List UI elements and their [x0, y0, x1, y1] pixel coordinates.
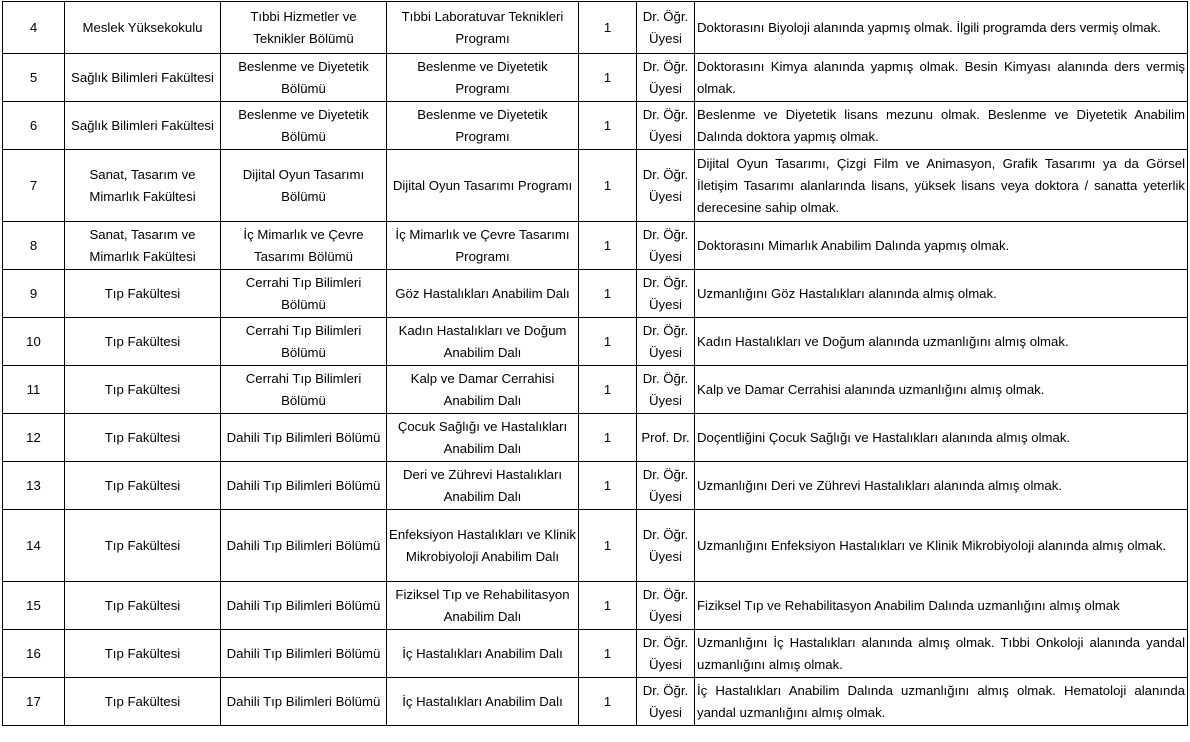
table-row	[3, 630, 1188, 678]
count-cell: 1	[579, 582, 637, 630]
requirement-cell: Kadın Hastalıkları ve Doğum alanında uzmanlığını almış olmak.	[695, 318, 1188, 366]
count-cell: 1	[579, 414, 637, 462]
faculty-cell: Sağlık Bilimleri Fakültesi	[65, 102, 221, 150]
faculty-cell: Tıp Fakültesi	[65, 510, 221, 582]
row-number: 4	[3, 2, 65, 54]
title-cell: Dr. Öğr. Üyesi	[637, 150, 695, 222]
program-cell: Çocuk Sağlığı ve Hastalıkları Anabilim Dalı	[387, 414, 579, 462]
department-cell: Beslenme ve Diyetetik Bölümü	[221, 102, 387, 150]
title-cell: Dr. Öğr. Üyesi	[637, 678, 695, 726]
table-row	[3, 150, 1188, 222]
count-cell: 1	[579, 678, 637, 726]
department-cell: Cerrahi Tıp Bilimleri Bölümü	[221, 366, 387, 414]
count-cell: 1	[579, 54, 637, 102]
program-cell: İç Hastalıkları Anabilim Dalı	[387, 678, 579, 726]
program-cell: Beslenme ve Diyetetik Programı	[387, 102, 579, 150]
row-number: 17	[3, 678, 65, 726]
department-cell: Dahili Tıp Bilimleri Bölümü	[221, 414, 387, 462]
table-row	[3, 366, 1188, 414]
requirement-cell: Beslenme ve Diyetetik lisans mezunu olmak. Beslenme ve Diyetetik Anabilim Dalında doktora yapmış olmak.	[695, 102, 1188, 150]
requirement-cell: Doçentliğini Çocuk Sağlığı ve Hastalıkları alanında almış olmak.	[695, 414, 1188, 462]
title-cell: Dr. Öğr. Üyesi	[637, 366, 695, 414]
program-cell: Dijital Oyun Tasarımı Programı	[387, 150, 579, 222]
faculty-cell: Sağlık Bilimleri Fakültesi	[65, 54, 221, 102]
title-cell: Dr. Öğr. Üyesi	[637, 270, 695, 318]
row-number: 5	[3, 54, 65, 102]
positions-table	[2, 1, 1188, 726]
requirement-cell: Doktorasını Mimarlık Anabilim Dalında yapmış olmak.	[695, 222, 1188, 270]
program-cell: İç Mimarlık ve Çevre Tasarımı Programı	[387, 222, 579, 270]
department-cell: Dahili Tıp Bilimleri Bölümü	[221, 462, 387, 510]
count-cell: 1	[579, 630, 637, 678]
program-cell: Kalp ve Damar Cerrahisi Anabilim Dalı	[387, 366, 579, 414]
row-number: 15	[3, 582, 65, 630]
program-cell: Göz Hastalıkları Anabilim Dalı	[387, 270, 579, 318]
faculty-cell: Meslek Yüksekokulu	[65, 2, 221, 54]
table-row	[3, 414, 1188, 462]
table-row	[3, 582, 1188, 630]
faculty-cell: Tıp Fakültesi	[65, 678, 221, 726]
program-cell: İç Hastalıkları Anabilim Dalı	[387, 630, 579, 678]
faculty-cell: Tıp Fakültesi	[65, 630, 221, 678]
faculty-cell: Tıp Fakültesi	[65, 582, 221, 630]
requirement-cell: Uzmanlığını Göz Hastalıkları alanında almış olmak.	[695, 270, 1188, 318]
department-cell: Dahili Tıp Bilimleri Bölümü	[221, 678, 387, 726]
row-number: 13	[3, 462, 65, 510]
program-cell: Enfeksiyon Hastalıkları ve Klinik Mikrobiyoloji Anabilim Dalı	[387, 510, 579, 582]
requirement-cell: İç Hastalıkları Anabilim Dalında uzmanlığını almış olmak. Hematoloji alanında yandal uzmanlığını almış olmak.	[695, 678, 1188, 726]
department-cell: Dijital Oyun Tasarımı Bölümü	[221, 150, 387, 222]
table-row	[3, 222, 1188, 270]
requirement-cell: Doktorasını Biyoloji alanında yapmış olmak. İlgili programda ders vermiş olmak.	[695, 2, 1188, 54]
row-number: 7	[3, 150, 65, 222]
department-cell: Dahili Tıp Bilimleri Bölümü	[221, 582, 387, 630]
requirement-cell: Uzmanlığını Enfeksiyon Hastalıkları ve Klinik Mikrobiyoloji alanında almış olmak.	[695, 510, 1188, 582]
positions-table-body	[3, 2, 1188, 726]
faculty-cell: Tıp Fakültesi	[65, 414, 221, 462]
count-cell: 1	[579, 462, 637, 510]
title-cell: Dr. Öğr. Üyesi	[637, 510, 695, 582]
program-cell: Fiziksel Tıp ve Rehabilitasyon Anabilim Dalı	[387, 582, 579, 630]
count-cell: 1	[579, 270, 637, 318]
count-cell: 1	[579, 102, 637, 150]
department-cell: Dahili Tıp Bilimleri Bölümü	[221, 510, 387, 582]
row-number: 11	[3, 366, 65, 414]
title-cell: Dr. Öğr. Üyesi	[637, 318, 695, 366]
title-cell: Dr. Öğr. Üyesi	[637, 102, 695, 150]
department-cell: Cerrahi Tıp Bilimleri Bölümü	[221, 270, 387, 318]
row-number: 6	[3, 102, 65, 150]
program-cell: Deri ve Zührevi Hastalıkları Anabilim Dalı	[387, 462, 579, 510]
table-row	[3, 270, 1188, 318]
requirement-cell: Dijital Oyun Tasarımı, Çizgi Film ve Animasyon, Grafik Tasarımı ya da Görsel İletişim Tasarımı alanlarında lisans, yüksek lisans veya doktora / sanatta yeterlik derecesine sahip olmak.	[695, 150, 1188, 222]
requirement-cell: Kalp ve Damar Cerrahisi alanında uzmanlığını almış olmak.	[695, 366, 1188, 414]
table-row	[3, 2, 1188, 54]
requirement-cell: Uzmanlığını Deri ve Zührevi Hastalıkları alanında almış olmak.	[695, 462, 1188, 510]
table-row	[3, 678, 1188, 726]
title-cell: Dr. Öğr. Üyesi	[637, 54, 695, 102]
program-cell: Kadın Hastalıkları ve Doğum Anabilim Dalı	[387, 318, 579, 366]
row-number: 14	[3, 510, 65, 582]
program-cell: Beslenme ve Diyetetik Programı	[387, 54, 579, 102]
title-cell: Dr. Öğr. Üyesi	[637, 2, 695, 54]
count-cell: 1	[579, 510, 637, 582]
row-number: 9	[3, 270, 65, 318]
count-cell: 1	[579, 366, 637, 414]
table-row	[3, 318, 1188, 366]
faculty-cell: Tıp Fakültesi	[65, 318, 221, 366]
title-cell: Prof. Dr.	[637, 414, 695, 462]
row-number: 12	[3, 414, 65, 462]
department-cell: Tıbbi Hizmetler ve Teknikler Bölümü	[221, 2, 387, 54]
title-cell: Dr. Öğr. Üyesi	[637, 582, 695, 630]
table-row	[3, 102, 1188, 150]
row-number: 16	[3, 630, 65, 678]
requirement-cell: Fiziksel Tıp ve Rehabilitasyon Anabilim Dalında uzmanlığını almış olmak	[695, 582, 1188, 630]
requirement-cell: Doktorasını Kimya alanında yapmış olmak. Besin Kimyası alanında ders vermiş olmak.	[695, 54, 1188, 102]
faculty-cell: Tıp Fakültesi	[65, 462, 221, 510]
count-cell: 1	[579, 222, 637, 270]
count-cell: 1	[579, 318, 637, 366]
table-row	[3, 462, 1188, 510]
department-cell: Beslenme ve Diyetetik Bölümü	[221, 54, 387, 102]
title-cell: Dr. Öğr. Üyesi	[637, 630, 695, 678]
department-cell: Cerrahi Tıp Bilimleri Bölümü	[221, 318, 387, 366]
faculty-cell: Tıp Fakültesi	[65, 270, 221, 318]
department-cell: Dahili Tıp Bilimleri Bölümü	[221, 630, 387, 678]
faculty-cell: Sanat, Tasarım ve Mimarlık Fakültesi	[65, 222, 221, 270]
row-number: 10	[3, 318, 65, 366]
title-cell: Dr. Öğr. Üyesi	[637, 222, 695, 270]
title-cell: Dr. Öğr. Üyesi	[637, 462, 695, 510]
row-number: 8	[3, 222, 65, 270]
program-cell: Tıbbi Laboratuvar Teknikleri Programı	[387, 2, 579, 54]
table-row	[3, 54, 1188, 102]
faculty-cell: Sanat, Tasarım ve Mimarlık Fakültesi	[65, 150, 221, 222]
count-cell: 1	[579, 2, 637, 54]
department-cell: İç Mimarlık ve Çevre Tasarımı Bölümü	[221, 222, 387, 270]
requirement-cell: Uzmanlığını İç Hastalıkları alanında almış olmak. Tıbbi Onkoloji alanında yandal uzmanlığını almış olmak.	[695, 630, 1188, 678]
table-row	[3, 510, 1188, 582]
count-cell: 1	[579, 150, 637, 222]
faculty-cell: Tıp Fakültesi	[65, 366, 221, 414]
